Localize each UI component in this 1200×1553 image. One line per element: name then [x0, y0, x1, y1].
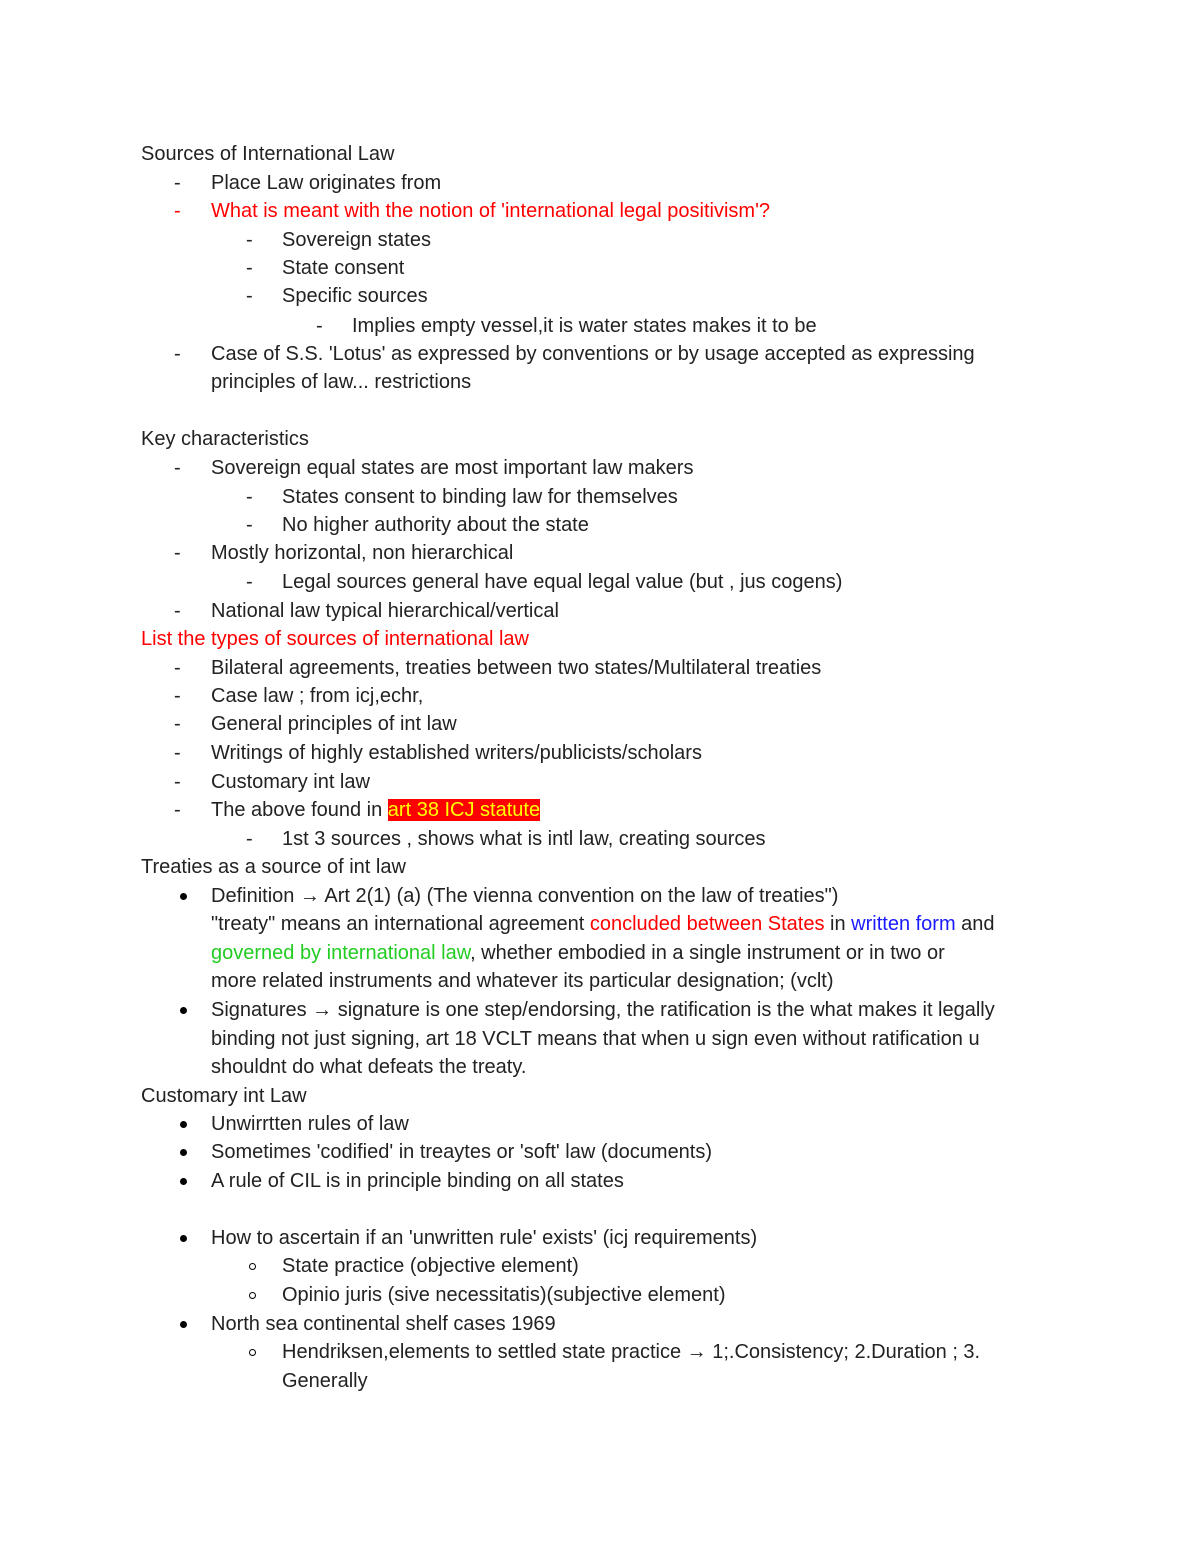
text-run-blue: written form — [851, 913, 956, 935]
list-item: Hendriksen,elements to settled state practice → 1;.Consistency; 2.Duration ; 3. — [282, 1341, 981, 1363]
bullet-dot — [180, 1321, 187, 1328]
list-item-continuation — [211, 941, 945, 965]
list-item-continuation: principles of law... restrictions — [211, 371, 472, 393]
bullet-circle — [249, 1292, 256, 1299]
list-item: No higher authority about the state — [282, 514, 589, 536]
text-run: and — [955, 913, 995, 935]
dash-marker: - — [174, 542, 181, 564]
dash-marker: - — [174, 771, 181, 793]
list-item: Definition → Art 2(1) (a) (The vienna convention on the law of treaties") — [211, 885, 839, 907]
dash-marker: - — [174, 457, 181, 479]
list-item — [211, 798, 540, 822]
list-item: Place Law originates from — [211, 172, 442, 194]
list-item-continuation: Generally — [282, 1370, 368, 1392]
list-item-text: The above found in — [211, 799, 388, 821]
text-run-red: concluded between States — [589, 913, 825, 935]
dash-marker: - — [174, 657, 181, 679]
list-item: Customary int law — [211, 771, 370, 793]
heading-types-of-sources: List the types of sources of international law — [141, 628, 529, 650]
dash-marker: - — [246, 514, 253, 536]
list-item: Writings of highly established writers/publicists/scholars — [211, 742, 702, 764]
list-item: Opinio juris (sive necessitatis)(subjective element) — [282, 1284, 726, 1306]
dash-marker: - — [174, 742, 181, 764]
dash-marker: - — [246, 828, 253, 850]
list-item: Sovereign equal states are most important law makers — [211, 457, 694, 479]
list-item: Signatures → signature is one step/endorsing, the ratification is the what makes it legally — [211, 999, 995, 1021]
dash-marker: - — [174, 343, 181, 365]
list-item-continuation — [211, 912, 995, 936]
bullet-dot — [180, 1121, 187, 1128]
dash-marker: - — [174, 600, 181, 622]
heading-treaties: Treaties as a source of int law — [141, 856, 406, 878]
dash-marker: - — [174, 799, 181, 821]
list-item: Implies empty vessel,it is water states makes it to be — [352, 315, 817, 337]
list-item: Mostly horizontal, non hierarchical — [211, 542, 514, 564]
list-item-continuation: shouldnt do what defeats the treaty. — [211, 1056, 527, 1078]
list-item-continuation: binding not just signing, art 18 VCLT means that when u sign even without ratification u — [211, 1028, 980, 1050]
bullet-dot — [180, 1149, 187, 1156]
dash-marker: - — [246, 571, 253, 593]
bullet-circle — [249, 1349, 256, 1356]
dash-marker: - — [246, 486, 253, 508]
text-run-green: governed by international law — [211, 942, 471, 964]
dash-marker: - — [246, 257, 253, 279]
text-run: in — [824, 913, 852, 935]
bullet-circle — [249, 1263, 256, 1270]
bullet-dot — [180, 1235, 187, 1242]
dash-marker: - — [174, 713, 181, 735]
list-item: Case of S.S. 'Lotus' as expressed by conventions or by usage accepted as expressing — [211, 343, 975, 365]
list-item: State consent — [282, 257, 405, 279]
list-item: How to ascertain if an 'unwritten rule' exists' (icj requirements) — [211, 1227, 758, 1249]
heading-sources: Sources of International Law — [141, 143, 395, 165]
bullet-dot — [180, 1178, 187, 1185]
dash-marker: - — [246, 285, 253, 307]
heading-key-characteristics: Key characteristics — [141, 428, 309, 450]
list-item: Case law ; from icj,echr, — [211, 685, 424, 707]
dash-marker: - — [174, 685, 181, 707]
list-item: Specific sources — [282, 285, 428, 307]
list-item: Legal sources general have equal legal value (but , jus cogens) — [282, 571, 843, 593]
question-positivism: What is meant with the notion of 'international legal positivism'? — [211, 200, 771, 222]
list-item: Unwirrtten rules of law — [211, 1113, 409, 1135]
list-item: States consent to binding law for themselves — [282, 486, 678, 508]
list-item: 1st 3 sources , shows what is intl law, creating sources — [282, 828, 766, 850]
dash-marker: - — [174, 200, 181, 222]
list-item: General principles of int law — [211, 713, 457, 735]
dash-marker: - — [316, 315, 323, 337]
list-item: National law typical hierarchical/vertical — [211, 600, 559, 622]
list-item: North sea continental shelf cases 1969 — [211, 1313, 556, 1335]
list-item-continuation: more related instruments and whatever its particular designation; (vclt) — [211, 970, 834, 992]
bullet-dot — [180, 1007, 187, 1014]
list-item: Bilateral agreements, treaties between two states/Multilateral treaties — [211, 657, 822, 679]
highlight-art38: art 38 ICJ statute — [387, 799, 541, 821]
list-item: State practice (objective element) — [282, 1255, 579, 1277]
text-run: "treaty" means an international agreement — [211, 913, 590, 935]
list-item: A rule of CIL is in principle binding on all states — [211, 1170, 624, 1192]
dash-marker: - — [174, 172, 181, 194]
list-item: Sometimes 'codified' in treaytes or 'soft' law (documents) — [211, 1141, 713, 1163]
dash-marker: - — [246, 229, 253, 251]
text-run: , whether embodied in a single instrument or in two or — [470, 942, 945, 964]
list-item: Sovereign states — [282, 229, 431, 251]
heading-customary: Customary int Law — [141, 1085, 307, 1107]
bullet-dot — [180, 893, 187, 900]
